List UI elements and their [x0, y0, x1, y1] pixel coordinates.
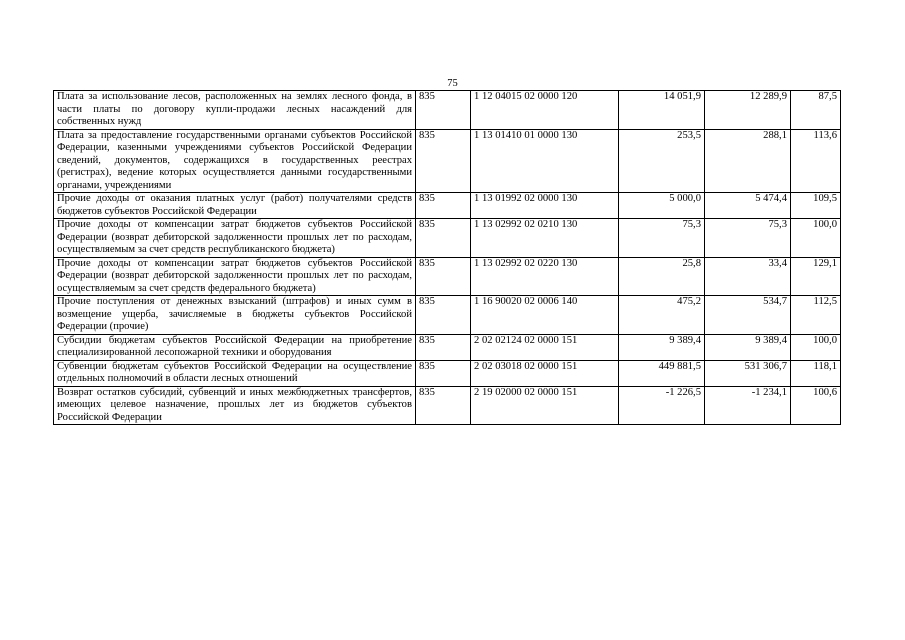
- description-cell: Прочие поступления от денежных взысканий (штрафов) и иных сумм в возмещение ущерба, зачисляемые в бюджеты субъектов Российской Федерации (прочие): [54, 296, 416, 335]
- admin-code-cell: 835: [416, 296, 471, 335]
- actual-amount-cell: 5 474,4: [705, 193, 791, 219]
- plan-amount-cell: 475,2: [619, 296, 705, 335]
- table-row: [54, 360, 841, 386]
- actual-amount-cell: 534,7: [705, 296, 791, 335]
- description-cell: Субвенции бюджетам субъектов Российской Федерации на осуществление отдельных полномочий в области лесных отношений: [54, 360, 416, 386]
- admin-code-cell: 835: [416, 129, 471, 193]
- execution-percent-cell: 100,0: [791, 334, 841, 360]
- description-cell: Плата за использование лесов, расположенных на землях лесного фонда, в части платы по договору купли-продажи лесных насаждений для собственных нужд: [54, 91, 416, 130]
- actual-amount-cell: 75,3: [705, 219, 791, 258]
- description-cell: Плата за предоставление государственными органами субъектов Российской Федерации, казенными учреждениями субъектов Российской Федерации сведений, документов, содержащихся в государственных реестрах (регистрах), ведение которых осуществляется данными государственными органами, учреждениями: [54, 129, 416, 193]
- budget-classification-code-cell: 2 19 02000 02 0000 151: [471, 386, 619, 425]
- actual-amount-cell: 288,1: [705, 129, 791, 193]
- admin-code-cell: 835: [416, 193, 471, 219]
- budget-classification-code-cell: 1 13 01992 02 0000 130: [471, 193, 619, 219]
- admin-code-cell: 835: [416, 91, 471, 130]
- page-number: 75: [447, 78, 458, 89]
- plan-amount-cell: 25,8: [619, 257, 705, 296]
- budget-classification-code-cell: 1 16 90020 02 0006 140: [471, 296, 619, 335]
- table-row: [54, 334, 841, 360]
- execution-percent-cell: 109,5: [791, 193, 841, 219]
- budget-classification-code-cell: 1 13 02992 02 0220 130: [471, 257, 619, 296]
- description-cell: Прочие доходы от компенсации затрат бюджетов субъектов Российской Федерации (возврат дебиторской задолженности прошлых лет по расходам, осуществляемым за счет средств республиканского бюджета): [54, 219, 416, 258]
- table-row: [54, 193, 841, 219]
- plan-amount-cell: 253,5: [619, 129, 705, 193]
- admin-code-cell: 835: [416, 257, 471, 296]
- description-cell: Прочие доходы от оказания платных услуг (работ) получателями средств бюджетов субъектов Российской Федерации: [54, 193, 416, 219]
- plan-amount-cell: 75,3: [619, 219, 705, 258]
- execution-percent-cell: 100,0: [791, 219, 841, 258]
- budget-classification-code-cell: 1 13 02992 02 0210 130: [471, 219, 619, 258]
- actual-amount-cell: 33,4: [705, 257, 791, 296]
- execution-percent-cell: 129,1: [791, 257, 841, 296]
- admin-code-cell: 835: [416, 386, 471, 425]
- execution-percent-cell: 112,5: [791, 296, 841, 335]
- table-row: [54, 129, 841, 193]
- actual-amount-cell: 12 289,9: [705, 91, 791, 130]
- actual-amount-cell: -1 234,1: [705, 386, 791, 425]
- plan-amount-cell: 9 389,4: [619, 334, 705, 360]
- description-cell: Прочие доходы от компенсации затрат бюджетов субъектов Российской Федерации (возврат дебиторской задолженности прошлых лет по расходам, осуществляемым за счет средств федерального бюджета): [54, 257, 416, 296]
- plan-amount-cell: -1 226,5: [619, 386, 705, 425]
- execution-percent-cell: 113,6: [791, 129, 841, 193]
- table-row: [54, 386, 841, 425]
- budget-classification-code-cell: 2 02 02124 02 0000 151: [471, 334, 619, 360]
- plan-amount-cell: 14 051,9: [619, 91, 705, 130]
- table-row: [54, 296, 841, 335]
- admin-code-cell: 835: [416, 360, 471, 386]
- budget-classification-code-cell: 1 13 01410 01 0000 130: [471, 129, 619, 193]
- admin-code-cell: 835: [416, 219, 471, 258]
- plan-amount-cell: 449 881,5: [619, 360, 705, 386]
- description-cell: Возврат остатков субсидий, субвенций и иных межбюджетных трансфертов, имеющих целевое назначение, прошлых лет из бюджетов субъектов Российской Федерации: [54, 386, 416, 425]
- plan-amount-cell: 5 000,0: [619, 193, 705, 219]
- admin-code-cell: 835: [416, 334, 471, 360]
- table-body: [54, 91, 841, 425]
- actual-amount-cell: 531 306,7: [705, 360, 791, 386]
- actual-amount-cell: 9 389,4: [705, 334, 791, 360]
- table-row: [54, 91, 841, 130]
- execution-percent-cell: 87,5: [791, 91, 841, 130]
- table-row: [54, 219, 841, 258]
- execution-percent-cell: 100,6: [791, 386, 841, 425]
- description-cell: Субсидии бюджетам субъектов Российской Федерации на приобретение специализированной лесопожарной техники и оборудования: [54, 334, 416, 360]
- budget-classification-code-cell: 2 02 03018 02 0000 151: [471, 360, 619, 386]
- budget-classification-code-cell: 1 12 04015 02 0000 120: [471, 91, 619, 130]
- table-row: [54, 257, 841, 296]
- budget-revenue-table: [53, 90, 841, 425]
- execution-percent-cell: 118,1: [791, 360, 841, 386]
